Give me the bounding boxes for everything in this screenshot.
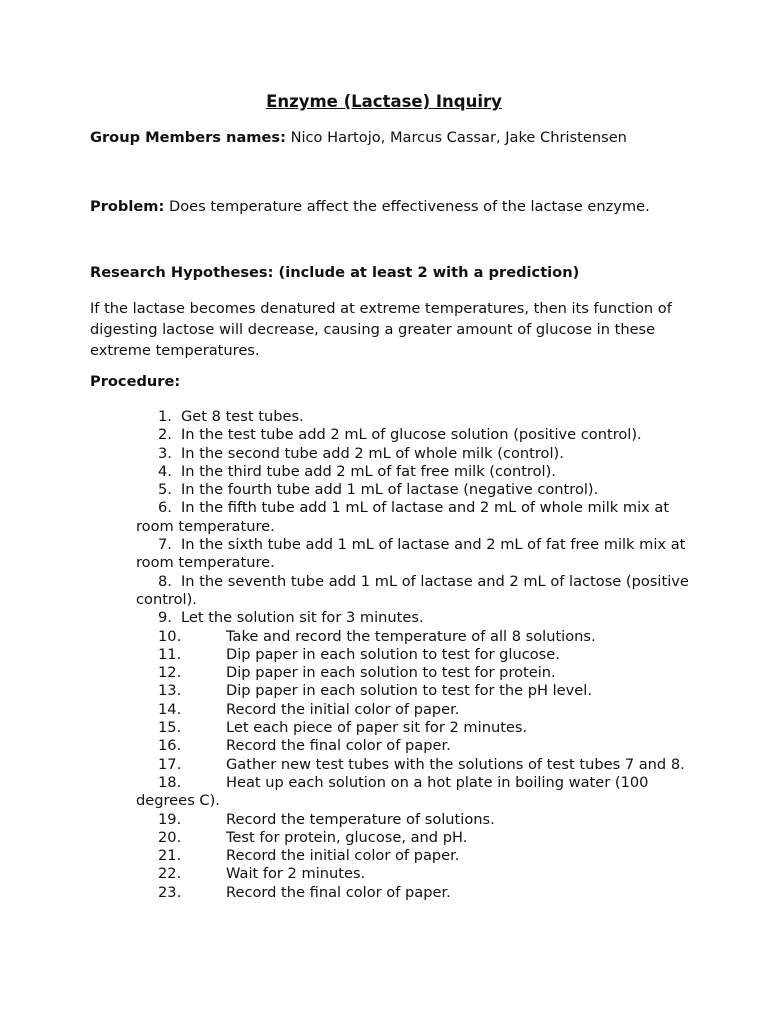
- procedure-step: [136, 463, 696, 481]
- step-text: Dip paper in each solution to test for glucose.: [226, 645, 560, 663]
- step-number: 20.: [158, 828, 182, 846]
- procedure-step: [136, 664, 696, 682]
- step-number: 23.: [158, 883, 182, 901]
- group-members-field: [90, 129, 690, 146]
- step-text: Let each piece of paper sit for 2 minutes.: [226, 719, 528, 737]
- procedure-step: [136, 884, 696, 902]
- step-number: 7.: [158, 536, 172, 554]
- problem-label: Problem:: [90, 198, 165, 215]
- hypotheses-heading: Research Hypotheses: (include at least 2 with a prediction): [90, 264, 580, 281]
- step-text: Gather new test tubes with the solutions of test tubes 7 and 8.: [226, 755, 685, 773]
- procedure-step: [136, 628, 696, 646]
- procedure-step: [136, 829, 696, 847]
- procedure-step: [136, 701, 696, 719]
- step-number: 14.: [158, 700, 182, 718]
- problem-field: [90, 198, 690, 215]
- step-number: 11.: [158, 645, 182, 663]
- step-text: Get 8 test tubes.: [181, 408, 304, 425]
- step-number: 17.: [158, 755, 182, 773]
- procedure-step: [136, 536, 696, 573]
- step-text: Record the initial color of paper.: [226, 700, 460, 718]
- step-number: 10.: [158, 627, 182, 645]
- procedure-step: [136, 573, 696, 610]
- step-text: Take and record the temperature of all 8 solutions.: [226, 627, 596, 645]
- group-members-value: Nico Hartojo, Marcus Cassar, Jake Christensen: [290, 129, 627, 146]
- procedure-list: [136, 408, 696, 902]
- procedure-step: [136, 811, 696, 829]
- step-text: Record the final color of paper.: [226, 883, 451, 901]
- hypothesis-paragraph: If the lactase becomes denatured at extreme temperatures, then its function of digesting lactose will decrease, causing a greater amount of glucose in these extreme temperatures.: [90, 300, 672, 359]
- step-number: 1.: [158, 408, 172, 425]
- procedure-step: [136, 646, 696, 664]
- procedure-step: [136, 499, 696, 536]
- step-text: In the fifth tube add 1 mL of lactase and 2 mL of whole milk mix at room temperature.: [136, 499, 670, 535]
- step-number: 21.: [158, 847, 182, 865]
- step-number: 4.: [158, 462, 172, 480]
- procedure-heading: Procedure:: [90, 373, 181, 390]
- step-text: Record the temperature of solutions.: [226, 810, 495, 828]
- step-text: Record the initial color of paper.: [226, 847, 460, 865]
- step-text: Dip paper in each solution to test for protein.: [226, 664, 556, 682]
- step-text: In the second tube add 2 mL of whole milk (control).: [181, 444, 564, 462]
- step-text: In the sixth tube add 1 mL of lactase and 2 mL of fat free milk mix at room temperature.: [136, 536, 686, 572]
- step-number: 6.: [158, 499, 172, 517]
- step-text: Wait for 2 minutes.: [226, 865, 366, 883]
- step-number: 3.: [158, 444, 172, 462]
- problem-value: Does temperature affect the effectiveness of the lactase enzyme.: [168, 198, 650, 215]
- step-text: Test for protein, glucose, and pH.: [226, 828, 468, 846]
- procedure-step: [136, 408, 696, 426]
- step-text: Record the final color of paper.: [226, 737, 451, 755]
- step-text: Let the solution sit for 3 minutes.: [181, 609, 424, 627]
- group-members-label: Group Members names:: [90, 129, 286, 146]
- procedure-step: [136, 865, 696, 883]
- step-number: 13.: [158, 682, 182, 700]
- procedure-step: [136, 774, 696, 811]
- step-number: 18.: [158, 773, 182, 791]
- procedure-step: [136, 682, 696, 700]
- document-title: Enzyme (Lactase) Inquiry: [266, 92, 502, 111]
- step-number: 16.: [158, 737, 182, 755]
- step-text: In the test tube add 2 mL of glucose solution (positive control).: [181, 426, 642, 444]
- procedure-step: [136, 426, 696, 444]
- procedure-step: [136, 847, 696, 865]
- procedure-step: [136, 481, 696, 499]
- step-number: 9.: [158, 609, 172, 627]
- procedure-step: [136, 756, 696, 774]
- procedure-step: [136, 445, 696, 463]
- procedure-step: [136, 719, 696, 737]
- step-number: 15.: [158, 719, 182, 737]
- step-number: 12.: [158, 664, 182, 682]
- step-text: Dip paper in each solution to test for the pH level.: [226, 682, 592, 700]
- procedure-step: [136, 609, 696, 627]
- step-text: In the fourth tube add 1 mL of lactase (negative control).: [181, 481, 599, 499]
- step-number: 8.: [158, 572, 172, 590]
- step-text: Heat up each solution on a hot plate in boiling water (100 degrees C).: [136, 773, 649, 810]
- step-number: 5.: [158, 481, 172, 499]
- step-number: 19.: [158, 810, 182, 828]
- step-number: 2.: [158, 426, 172, 444]
- step-text: In the seventh tube add 1 mL of lactase and 2 mL of lactose (positive control).: [136, 572, 689, 608]
- step-number: 22.: [158, 865, 182, 883]
- step-text: In the third tube add 2 mL of fat free milk (control).: [181, 462, 556, 480]
- procedure-step: [136, 737, 696, 755]
